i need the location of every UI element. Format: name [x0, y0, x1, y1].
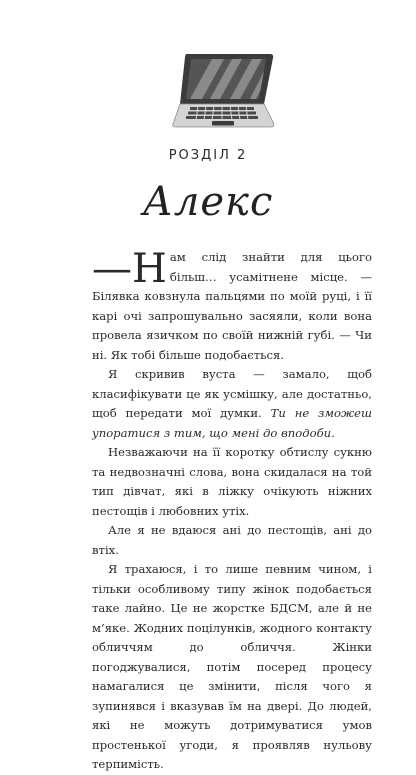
paragraph-2-italic: Ти не зможеш упоратися з тим, що мені до вподоби.: [92, 406, 372, 440]
paragraph-5: Я трахаюся, і то лише певним чином, і тільки особливому типу жінок подобається таке лайно. Це не жорстке БДСМ, але й не м’яке. Жодних поцілунків, жодного контакту обличчям до обличчя. Жінки погоджувалися, потім посеред процесу намагалися це змінити, після чого я зупинявся і вказував їм на двері. До людей, які не можуть дотримуватися умов простенької угоди, я проявляв нульову терпимість.: [92, 562, 372, 771]
paragraph-2-text: Я скривив вуста — замало, щоб класифікувати це як усмішку, але достатньо, щоб передати мої думки.: [92, 367, 372, 420]
paragraph-2: [92, 365, 372, 443]
paragraph-1-text: ам слід знайти для цього більш… усамітнене місце. — Білявка ковзнула пальцями по моїй руці, і її карі очі запрошувально засяяли, коли вона провела язичком по своїй нижній губі. — Чи ні. Як тобі більше подобається.: [92, 250, 372, 362]
chapter-label: РОЗДІЛ 2: [168, 148, 248, 163]
paragraph-1: [92, 248, 372, 365]
paragraph-3: Незважаючи на її коротку обтислу сукню та недвозначні слова, вона скидалася на той тип дівчат, які в ліжку очікують ніжних пестощів і любовних утіх.: [92, 445, 372, 518]
dropcap: —Н: [92, 246, 167, 292]
laptop-icon: [172, 52, 276, 128]
chapter-title: Алекс: [142, 179, 274, 225]
chapter-body: [92, 248, 372, 775]
paragraph-4: Але я не вдаюся ані до пестощів, ані до втіх.: [92, 523, 372, 557]
